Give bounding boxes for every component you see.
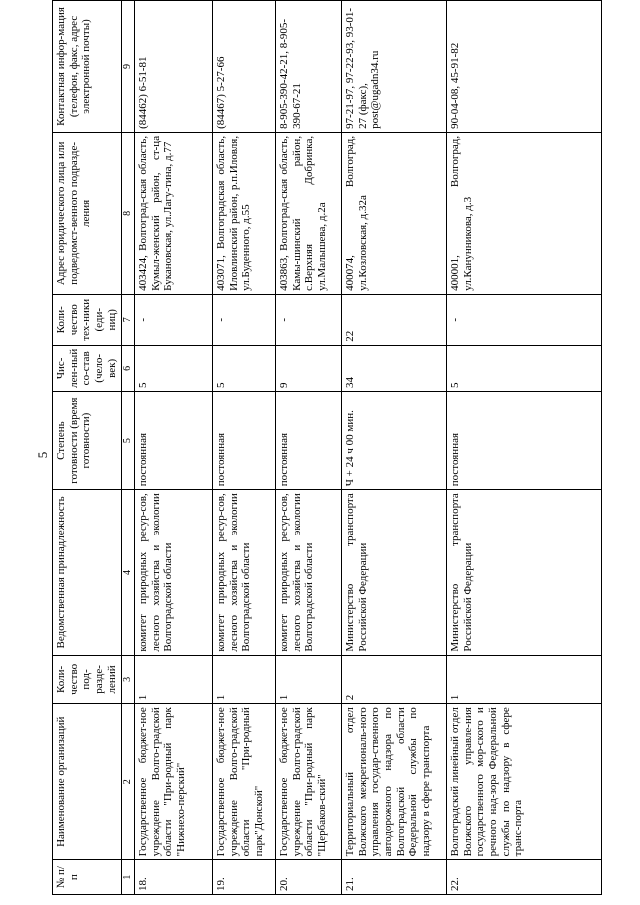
units-count: 1 [213,655,276,704]
row-num: 21. [342,860,447,895]
table-row [213,1,276,895]
org-name: Государственное бюджет-ное учреждение Волго-градской области "При-родный парк "Нижнехо-перский" [135,704,213,860]
staff-count: 5 [135,345,213,391]
staff-count: 5 [213,345,276,391]
header-row [53,1,122,895]
department: Министерство транспорта Российской Федерации [342,490,447,655]
header-num: № п/п [53,860,122,895]
column-number: 2 [122,704,135,860]
address: 403863, Волгоград-ская область, Камы-шинский район, с.Верхняя Добринка, ул.Малышева, д.2а [276,132,342,294]
units-count: 2 [342,655,447,704]
department: комитет природных ресур-сов, лесного хозяйства и экологии Волгоградской области [213,490,276,655]
equipment-count: - [213,294,276,345]
column-number: 3 [122,655,135,704]
row-num: 22. [447,860,602,895]
row-num: 19. [213,860,276,895]
department: комитет природных ресур-сов, лесного хозяйства и экологии Волгоградской области [135,490,213,655]
readiness: постоянная [447,391,602,489]
equipment-count: - [135,294,213,345]
contact-info: (84462) 6-51-81 [135,1,213,133]
column-number: 6 [122,345,135,391]
contact-info: 97-21-97, 97-22-93, 93-01-27 (факс), post@ugadn34.ru [342,1,447,133]
address: 400001, Волгоград, ул.Канунникова, д.3 [447,132,602,294]
org-name: Территориальный отдел Волжского межрегиональ-ного управления государ-ственного автодорожного надзора по Волгоградской области Федеральной службы по надзору в сфере транспорта [342,704,447,860]
department: Министерство транспорта Российской Федерации [447,490,602,655]
table-row [276,1,342,895]
header-contact: Контактная инфор-мация (телефон, факс, адрес электронной почты) [53,1,122,133]
contact-info: 90-04-08, 45-91-82 [447,1,602,133]
rotated-page [52,0,602,895]
table-row [342,1,447,895]
staff-count: 9 [276,345,342,391]
organizations-table [52,0,602,895]
header-staff: Чис-лен-ный со-став (чело-век) [53,345,122,391]
equipment-count: - [276,294,342,345]
header-address: Адрес юридического лица или подведомст-венного подразде-ления [53,132,122,294]
address: 400074, Волгоград, ул.Козловская, д.32а [342,132,447,294]
header-equipment: Коли-чество тех-ники (еди-ниц) [53,294,122,345]
readiness: постоянная [213,391,276,489]
equipment-count: - [447,294,602,345]
page-number: 5 [35,451,50,459]
address: 403424, Волгоград-ская область, Кумыл-женский район, ст-ца Букановская, ул.Лагу-тина, д.77 [135,132,213,294]
header-units: Коли-чество под-разде-лений [53,655,122,704]
table-row [135,1,213,895]
department: комитет природных ресур-сов, лесного хозяйства и экологии Волгоградской области [276,490,342,655]
column-number: 1 [122,860,135,895]
table-row [447,1,602,895]
readiness: постоянная [276,391,342,489]
column-number: 9 [122,1,135,133]
contact-info: (84467) 5-27-66 [213,1,276,133]
staff-count: 5 [447,345,602,391]
column-number: 5 [122,391,135,489]
staff-count: 34 [342,345,447,391]
header-name: Наименование организаций [53,704,122,860]
readiness: Ч + 24 ч 00 мин. [342,391,447,489]
row-num: 20. [276,860,342,895]
header-dept: Ведомственная принадлежность [53,490,122,655]
equipment-count: 22 [342,294,447,345]
column-number: 4 [122,490,135,655]
readiness: постоянная [135,391,213,489]
org-name: Волгоградский линейный отдел Волжского управле-ния государственного мор-ского и речного над-зора Федеральной службы по надзору в сфере транс-порта [447,704,602,860]
column-number-row [122,1,135,895]
column-number: 7 [122,294,135,345]
contact-info: 8-905-390-42-21, 8-905-390-67-21 [276,1,342,133]
header-readiness: Степень готовности (время готовности) [53,391,122,489]
org-name: Государственное бюджет-ное учреждение Волго-градской области "При-родный парк "Щербаков-ский" [276,704,342,860]
column-number: 8 [122,132,135,294]
org-name: Государственное бюджет-ное учреждение Волго-градской области "При-родный парк"Донской" [213,704,276,860]
address: 403071, Волгоградская область, Иловлинский район, р.п.Иловля, ул.Буденного, д.55 [213,132,276,294]
units-count: 1 [276,655,342,704]
row-num: 18. [135,860,213,895]
units-count: 1 [447,655,602,704]
units-count: 1 [135,655,213,704]
